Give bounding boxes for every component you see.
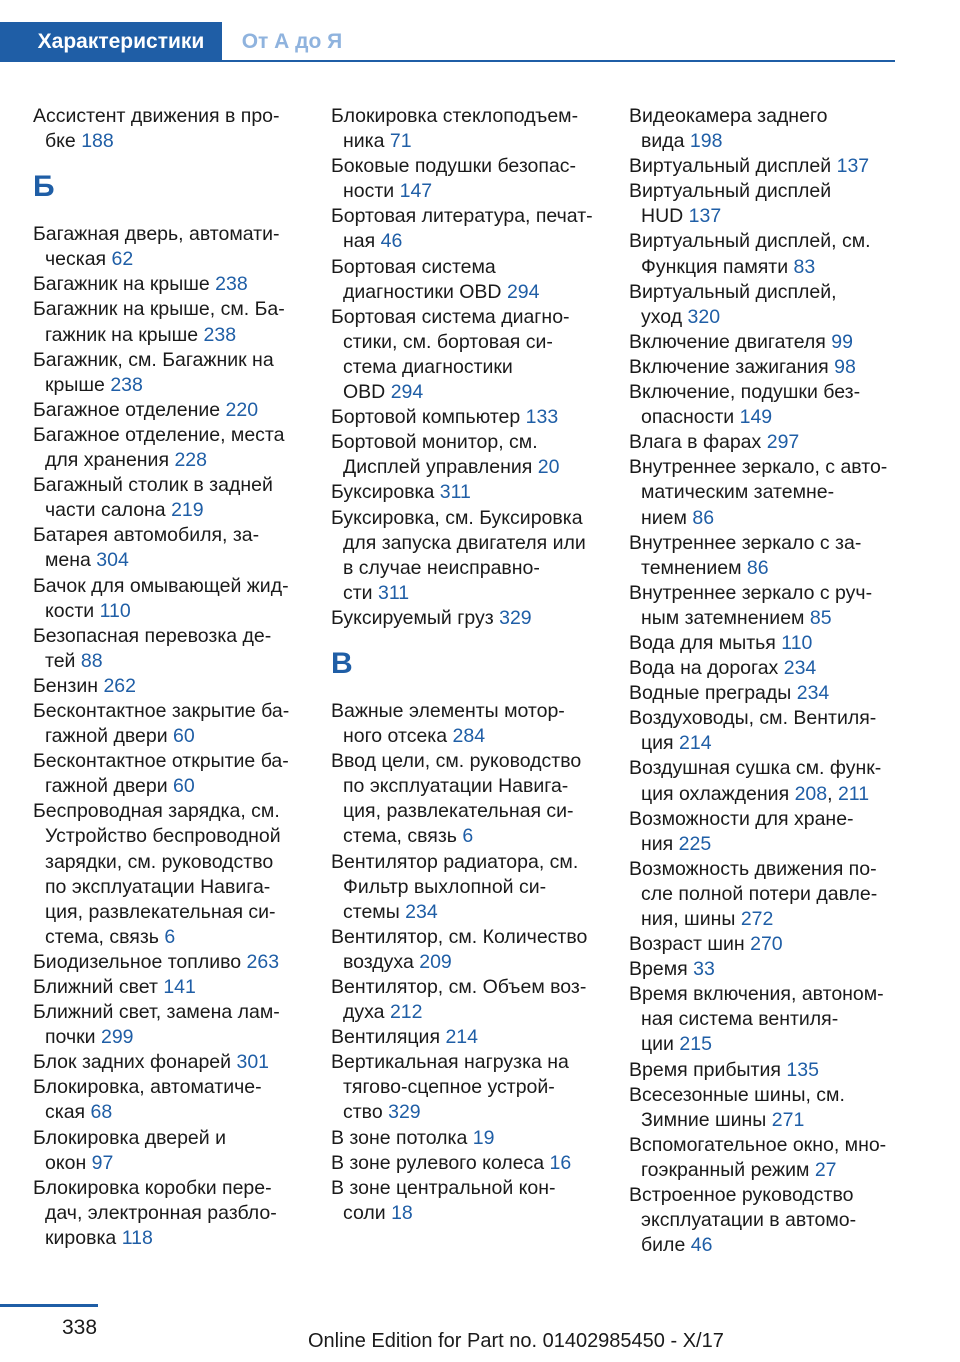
index-entry [331,480,621,505]
page-link[interactable]: 294 [390,381,424,404]
section-letter: В [331,646,353,680]
entry-text: Включение, подушки без- [629,381,861,404]
entry-text: Виртуальный дисплей, см. [629,230,871,253]
page-link[interactable]: 110 [99,599,131,622]
index-entry [629,1083,919,1133]
page-link[interactable]: 68 [90,1101,113,1124]
entry-text: Багажная дверь, автомати- [33,223,280,246]
page-link[interactable]: 304 [96,549,129,572]
page-link[interactable]: 198 [689,130,723,153]
entry-text: Вспомогательное окно, мно- [629,1133,887,1156]
index-entry [331,1176,621,1226]
entry-text: ции [641,1033,674,1056]
page-link[interactable]: 88 [80,649,103,672]
entry-text: части салона [45,499,166,522]
entry-text: Ассистент движения в про- [33,105,280,127]
index-entry [629,807,919,857]
entry-text: Внутреннее зеркало, с авто- [629,456,888,479]
page-link[interactable]: 6 [164,925,176,948]
index-entry [331,699,621,749]
entry-text: Виртуальный дисплей [629,180,832,203]
edition-note: Online Edition for Part no. 01402985450 - X/17 [308,1330,724,1352]
index-entry [33,398,323,423]
index-entry [33,1050,323,1075]
entry-text: Воздушная сушка см. функ- [629,757,882,780]
entry-text: Буксируемый груз [331,606,494,629]
index-entry [331,1151,621,1176]
entry-text: Биодизельное топливо [33,950,242,973]
entry-text: Ближний свет [33,976,158,998]
page-link[interactable]: 6 [462,825,474,848]
entry-text: В зоне центральной кон- [331,1176,556,1199]
footer-divider [0,1304,98,1307]
page-link[interactable]: 270 [750,933,783,956]
entry-text: Блокировка стеклоподъем- [331,105,579,127]
entry-text: Важные элементы мотор- [331,699,565,722]
entry-text: Буксировка [331,481,435,504]
entry-text: Функция памяти [641,255,789,278]
entry-text: ная [343,230,376,253]
index-entry [33,1176,323,1251]
page-link[interactable]: 263 [246,950,280,973]
entry-text: Беспроводная зарядка, см. [33,800,280,823]
entry-text: OBD [343,381,386,404]
index-entry [33,699,323,749]
entry-text: сти [343,581,373,604]
entry-text: стема, связь [45,925,159,948]
header-divider [222,60,895,62]
entry-text: Вентилятор, см. Объем воз- [331,976,587,998]
page-link[interactable]: 212 [389,1001,423,1024]
header [0,0,960,62]
entry-text: для запуска двигателя или [343,531,586,554]
page-link[interactable]: 71 [389,130,412,153]
index-entry [33,297,323,347]
index-entry [331,1050,621,1125]
entry-text: В зоне рулевого колеса [331,1151,545,1174]
page-link[interactable]: 234 [796,682,830,705]
index-entry [629,380,919,430]
index-entry [33,348,323,398]
entry-text: Возраст шин [629,933,745,956]
index-entry [331,405,621,430]
entry-text: В зоне потолка [331,1126,468,1149]
page-link[interactable]: 98 [834,355,856,378]
page-link[interactable]: 137 [688,205,722,228]
page-link[interactable]: 297 [766,431,800,454]
entry-text: духа [343,1001,385,1024]
page-link[interactable]: 137 [836,155,870,178]
index-entry [629,957,919,982]
tab-characteristics[interactable]: Характеристики [0,22,222,62]
index-entry [629,706,919,756]
page-link[interactable]: 238 [215,273,248,296]
page-link[interactable]: 329 [499,606,532,629]
index-entry [33,950,323,975]
page-link[interactable]: 86 [692,506,715,529]
page-link[interactable]: 272 [740,908,774,930]
index-entry [629,104,919,154]
entry-text: воздуха [343,950,414,973]
page-link[interactable]: 60 [173,725,195,748]
entry-text: Бортовая система [331,255,496,278]
page-link[interactable]: 209 [419,950,452,973]
page-link[interactable]: 329 [388,1101,421,1124]
entry-text: стема диагностики [343,355,513,378]
entry-text: HUD [641,205,684,228]
entry-text: диагностики OBD [343,280,502,303]
entry-text: Бесконтактное открытие ба- [33,750,289,773]
entry-text: Багажник, см. Багажник на [33,348,274,371]
entry-text: крыше [45,373,105,396]
entry-text: по эксплуатации Навига- [45,875,271,898]
page-link[interactable]: 262 [103,674,136,697]
index-entry [33,574,323,624]
entry-text: Возможность движения по- [629,857,877,880]
page-link[interactable]: 110 [781,631,813,654]
entry-text: Вентиляция [331,1026,441,1049]
entry-text: Всесезонные шины, см. [629,1083,845,1106]
page-link[interactable]: 18 [391,1201,413,1224]
entry-text: Буксировка, см. Буксировка [331,506,583,529]
page-link[interactable]: 20 [537,456,560,479]
entry-text: стики, см. бортовая си- [343,330,553,353]
entry-text: ного отсека [343,725,448,748]
index-entry [629,355,919,380]
index-entry [33,1126,323,1176]
index-entry [331,606,621,631]
page-link[interactable]: 294 [506,280,540,303]
index-entry [331,430,621,480]
entry-text: ника [343,130,385,153]
index-entry [629,1133,919,1183]
index-column-3 [629,104,919,1258]
page-link[interactable]: 147 [399,180,433,203]
entry-text: Возможности для хране- [629,807,854,830]
index-entry [331,1126,621,1151]
index-entry [33,674,323,699]
index-entry [629,455,919,530]
page-link[interactable]: 284 [452,725,486,748]
index-entry [331,925,621,975]
page-link[interactable]: 60 [173,775,195,798]
entry-text: дач, электронная разбло- [45,1201,277,1224]
entry-text: по эксплуатации Навига- [343,775,569,798]
entry-text: ская [45,1101,86,1124]
index-entry [629,229,919,279]
index-entry [33,523,323,573]
entry-text: Безопасная перевозка де- [33,624,272,647]
entry-text: гажник на крыше [45,323,199,346]
entry-text: уход [641,305,683,328]
entry-text: Внутреннее зеркало с за- [629,531,862,554]
entry-text: Бачок для омывающей жид- [33,574,289,597]
index-entry [629,631,919,656]
page-link[interactable]: 301 [236,1051,270,1074]
page-link[interactable]: 234 [405,900,438,923]
index-entry [629,656,919,681]
entry-text: Время прибытия [629,1058,781,1081]
entry-text: Вода на дорогах [629,657,779,680]
page-link[interactable]: 311 [378,581,410,604]
entry-text: Включение двигателя [629,330,826,353]
entry-text: Блок задних фонарей [33,1051,232,1074]
entry-text: сле полной потери давле- [641,882,878,905]
entry-text: Дисплей управления [343,456,533,479]
page-link[interactable]: 85 [809,606,832,629]
section-letter: Б [33,170,55,204]
entry-text: Внутреннее зеркало с руч- [629,581,873,604]
page-link[interactable]: 27 [814,1158,837,1181]
entry-text: стема, связь [343,825,457,848]
entry-text: Виртуальный дисплей [629,155,832,178]
page-link[interactable]: 83 [793,255,816,278]
index-entry [331,749,621,849]
entry-text: Багажное отделение, места [33,423,285,446]
entry-text: ния [641,832,674,855]
index-entry [629,581,919,631]
entry-text: соли [343,1201,386,1224]
entry-text: Водные преграды [629,682,792,705]
entry-text: Влага в фарах [629,431,762,454]
entry-text: почки [45,1026,96,1049]
index-entry [33,1000,323,1050]
index-entry: Воздушная сушка см. функ- ция охлаждения 208, 211 [629,757,882,805]
entry-text: бке [45,130,76,153]
entry-text: Включение зажигания [629,355,829,378]
entry-text: Видеокамера заднего [629,105,828,127]
page-link[interactable]: 214 [445,1026,478,1049]
page-link[interactable]: 16 [549,1151,572,1174]
index-entry [331,154,621,204]
page-link[interactable]: 46 [690,1234,713,1257]
entry-text: биле [641,1234,686,1257]
index-entry [629,531,919,581]
entry-text: Батарея автомобиля, за- [33,524,260,547]
index-entry [33,104,323,154]
entry-text: Устройство беспроводной [45,825,281,848]
entry-text: ция [641,732,674,755]
page-link[interactable]: 86 [746,556,769,579]
index-column-2 [331,104,621,1226]
entry-text: гоэкранный режим [641,1158,810,1181]
index-entry [629,430,919,455]
page-link[interactable]: 238 [110,373,143,396]
page-link[interactable]: 225 [678,832,712,855]
index-entry [629,1183,919,1258]
index-entry [629,857,919,932]
entry-text: Время включения, автоном- [629,983,884,1006]
index-entry [33,272,323,297]
index-entry [331,850,621,925]
entry-text: Боковые подушки безопас- [331,155,577,178]
entry-text: Время [629,958,688,981]
entry-text: Бортовой компьютер [331,406,521,429]
index-entry [629,1058,919,1083]
entry-text: Ввод цели, см. руководство [331,750,582,773]
index-entry [331,255,621,305]
entry-text: Вода для мытья [629,631,776,654]
index-entry [331,506,621,606]
entry-text: ная система вентиля- [641,1008,839,1031]
index-entry [629,280,919,330]
entry-text: Багажник на крыше [33,273,210,296]
index-entry [629,932,919,957]
page-link[interactable]: 135 [786,1058,819,1081]
page-link[interactable]: 19 [472,1126,495,1149]
index-entry [331,305,621,405]
entry-text: гажной двери [45,725,168,748]
entry-text: Зимние шины [641,1108,767,1131]
entry-text: матическим затемне- [641,481,835,504]
index-column-1 [33,104,323,1251]
entry-text: ности [343,180,395,203]
entry-text: окон [45,1151,87,1174]
entry-text: нием [641,506,687,529]
entry-text: темнением [641,556,742,579]
page-link[interactable]: 228 [174,449,207,472]
entry-text: опасности [641,406,735,429]
entry-text: ство [343,1101,383,1124]
page-link[interactable]: 46 [380,230,403,253]
page-link[interactable]: 149 [739,406,773,429]
page-link[interactable]: 141 [163,976,196,998]
page-link[interactable]: 238 [203,323,237,346]
page-link[interactable]: 99 [831,330,853,353]
page-link[interactable]: 234 [783,657,817,680]
page-link[interactable]: 311 [439,481,471,504]
entry-text: Блокировка коробки пере- [33,1176,272,1199]
page-link[interactable]: 320 [687,305,721,328]
entry-text: кировка [45,1226,117,1249]
index-entry [33,799,323,950]
page-link[interactable]: 133 [525,406,559,429]
page-link[interactable]: 208 [794,782,828,805]
tab-a-to-z[interactable]: От А до Я [241,30,343,53]
entry-text: ческая [45,248,107,271]
page-link[interactable]: 211 [837,782,870,805]
page-link[interactable]: 220 [225,398,259,421]
page-link[interactable]: 97 [91,1151,114,1174]
entry-text: Багажник на крыше, см. Ба- [33,298,285,321]
page-link[interactable]: 33 [693,958,715,981]
page-link[interactable]: 215 [679,1033,712,1056]
entry-text: ным затемнением [641,606,805,629]
entry-text: Блокировка, автоматиче- [33,1076,262,1099]
page-link[interactable]: 62 [111,248,134,271]
entry-text: стемы [343,900,400,923]
entry-text: Багажное отделение [33,398,221,421]
index-entry [629,330,919,355]
entry-text: Бензин [33,674,99,697]
index-entry [629,154,919,179]
entry-text: Ближний свет, замена лам- [33,1001,280,1024]
entry-text: тягово-сцепное устрой- [343,1076,555,1099]
index-entry [33,473,323,523]
entry-text: Бесконтактное закрытие ба- [33,699,290,722]
entry-text: Вертикальная нагрузка на [331,1051,569,1074]
index-entry [33,624,323,674]
entry-text: Встроенное руководство [629,1184,854,1207]
index-entry [33,1075,323,1125]
page-number: 338 [62,1316,98,1339]
entry-text: Блокировка дверей и [33,1126,226,1149]
index-entry [33,222,323,272]
index-entry [629,681,919,706]
entry-text: Вентилятор радиатора, см. [331,850,579,873]
entry-text: Бортовая система диагно- [331,305,570,328]
entry-text: Воздуховоды, см. Вентиля- [629,707,877,730]
entry-text: ция охлаждения [641,782,790,805]
entry-text: для хранения [45,449,170,472]
index-entry [33,423,323,473]
entry-text: эксплуатации в автомо- [641,1209,857,1232]
entry-text: ция, развлекательная си- [343,800,574,823]
index-entry [629,179,919,229]
entry-text: Фильтр выхлопной си- [343,875,547,898]
page-link[interactable]: 214 [679,732,712,755]
entry-text: мена [45,549,91,572]
index-entry [629,982,919,1057]
entry-text: Бортовой монитор, см. [331,431,538,454]
index-entry [33,975,323,1000]
entry-text: Багажный столик в задней [33,474,273,497]
page-link[interactable]: 188 [81,130,114,153]
entry-text: тей [45,649,76,672]
page-link[interactable]: 219 [171,499,204,522]
index-entry [331,204,621,254]
entry-text: Вентилятор, см. Количество [331,925,588,948]
entry-text: зарядки, см. руководство [45,850,274,873]
entry-text: гажной двери [45,775,168,798]
page-link[interactable]: 271 [771,1108,805,1131]
index-entry [331,104,621,154]
page-link[interactable]: 299 [100,1026,134,1049]
index-entry [33,749,323,799]
entry-text: ция, развлекательная си- [45,900,276,923]
entry-text: в случае неисправно- [343,556,540,579]
entry-text: вида [641,130,685,153]
index-entry [331,975,621,1025]
page-link[interactable]: 118 [121,1226,153,1249]
index-entry [331,1025,621,1050]
entry-text: кости [45,599,95,622]
entry-text: ния, шины [641,908,736,930]
entry-text: Бортовая литература, печат- [331,205,593,228]
entry-text: Виртуальный дисплей, [629,280,837,303]
